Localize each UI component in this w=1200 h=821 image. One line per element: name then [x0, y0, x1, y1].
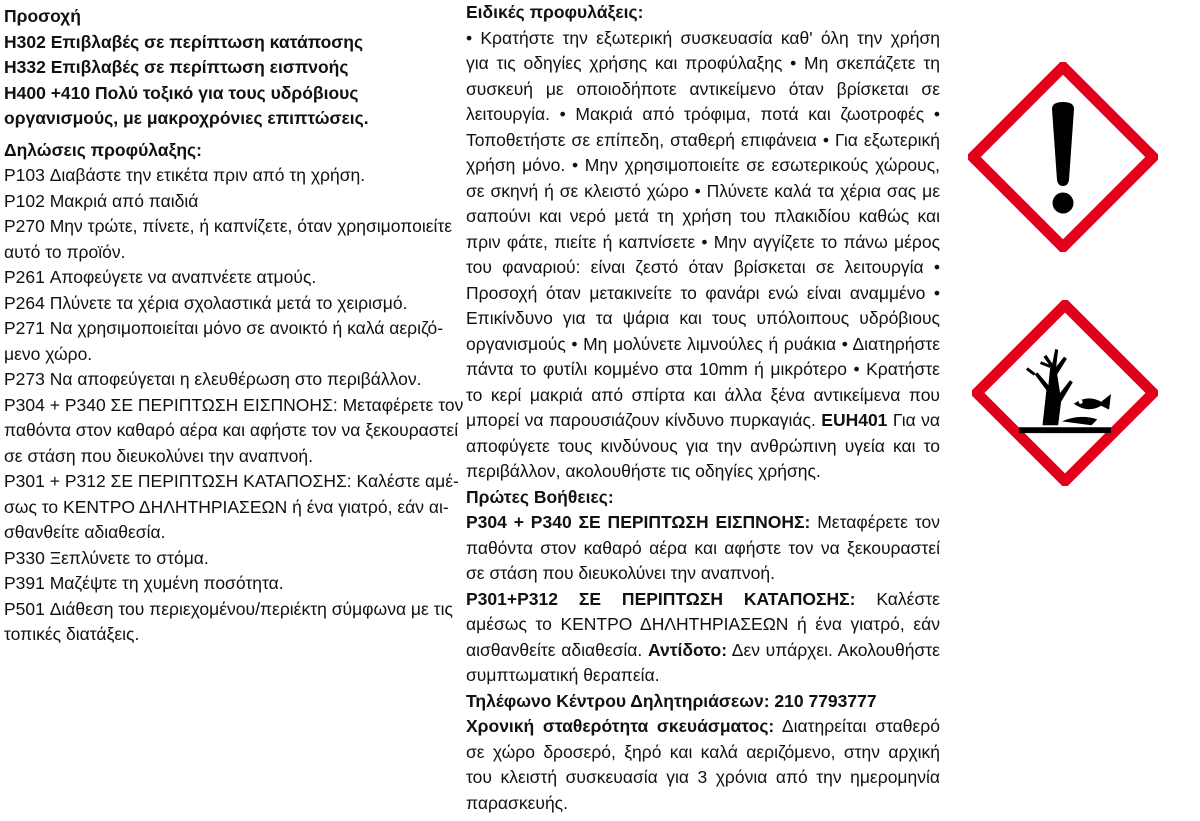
hazard-statement: H302 Επιβλαβές σε περίπτωση κατάποσης — [4, 31, 364, 52]
inhalation-text: Μεταφέρετε τον παθόντα στον καθαρό αέρα και αφήστε τον να ξεκουραστεί σε στάση που διευκολύνει την αναπνοή. — [466, 512, 940, 583]
poison-center-phone: Τηλέφωνο Κέντρου Δηλητηριάσεων: 210 7793777 — [466, 690, 877, 711]
inhalation-code: P304 + P340 ΣΕ ΠΕΡΙΠΤΩΣΗ ΕΙΣΠΝΟΗΣ: — [466, 512, 811, 532]
ingestion-code: P301+P312 ΣΕ ΠΕΡΙΠΤΩΣΗ ΚΑΤΑΠΟΣΗΣ: — [466, 588, 856, 609]
precaution-heading: Δηλώσεις προφύλαξης: — [4, 139, 202, 160]
exclamation-mark-icon — [968, 62, 1158, 252]
ingestion-text: Καλέστε αμέσως το ΚΕΝΤΡΟ ΔΗΛΗΤΗΡΙΑΣΕΩΝ ή ένα γιατρό, εάν αισθανθείτε αδιαθεσία. — [466, 588, 940, 660]
special-precautions-text — [466, 26, 940, 485]
euh-code: EUH401 — [821, 410, 888, 430]
exclamation-mark-pictogram — [968, 62, 1158, 252]
first-aid-inhalation — [466, 510, 940, 587]
left-column — [4, 0, 466, 648]
environment-hazard-pictogram — [972, 300, 1158, 486]
precaution-line: αυτό το προϊόν. — [4, 241, 126, 262]
first-aid-heading: Πρώτες Βοήθειες: — [466, 486, 614, 507]
euh-text: Για να αποφύγετε τους κινδύνους για την ανθρώπινη υγεία και το περιβάλλον, ακολουθήστε τις οδηγίες χρήσης. — [466, 410, 940, 481]
precaution-line: P102 Μακριά από παιδιά — [4, 190, 199, 211]
shelf-life-label: Χρονική σταθερότητα σκευάσματος: — [466, 716, 775, 736]
precaution-line: P264 Πλύνετε τα χέρια σχολαστικά μετά το χειρισμό. — [4, 292, 408, 313]
precaution-line: P261 Αποφεύγετε να αναπνέετε ατμούς. — [4, 267, 317, 287]
precaution-line: P501 Διάθεση του περιεχομένου/περιέκτη σύμφωνα με τις — [4, 598, 453, 619]
hazard-statement: H400 +410 Πολύ τοξικό για τους υδρόβιους — [4, 82, 359, 103]
antidote-text: Δεν υπάρχει. Ακολουθήστε συμπτωματική θεραπεία. — [466, 639, 940, 685]
environment-hazard-icon — [972, 300, 1158, 486]
precaution-line: σε στάση που διευκολύνει την αναπνοή. — [4, 445, 313, 466]
shelf-life — [466, 714, 940, 816]
signal-word: Προσοχή — [4, 6, 81, 26]
special-precautions-heading: Ειδικές προφυλάξεις: — [466, 2, 644, 22]
precaution-line: P301 + P312 ΣΕ ΠΕΡΙΠΤΩΣΗ ΚΑΤΑΠΟΣΗΣ: Καλέστε αμέ- — [4, 471, 459, 491]
shelf-life-text: Διατηρείται σταθερό σε χώρο δροσερό, ξηρό και καλά αεριζόμενο, στην αρχική του κλειστή συσκευασία για 3 χρόνια από την ημερομηνία παρασκευής. — [466, 716, 940, 813]
precaution-line: P270 Μην τρώτε, πίνετε, ή καπνίζετε, όταν χρησιμοποιείτε — [4, 216, 453, 236]
special-precautions-body: • Κρατήστε την εξωτερική συσκευασία καθ' όλη την χρήση για τις οδηγίες χρήσης και προφύλαξης • Μη σκεπάζετε τη συσκευή με οποιοδήποτε αντικείμενο όταν βρίσκεται σε λειτουργία. • Μακριά από τρόφιμα, ποτά και ζωοτροφές • Τοποθετήστε σε επίπεδη, σταθερή επιφάνεια • Για εξωτερική χρήση μόνο. • Μην χρησιμοποιείτε σε εσωτερικούς χώρους, σε σκηνή ή σε κλειστό χώρο • Πλύνετε καλά τα χέρια σας με σαπούνι και νερό μετά τη χρήση του πλακιδίου καθώς και πριν φάτε, πιείτε ή καπνίσετε • Μην αγγίζετε το πάνω μέρος του φαναριού: είναι ζεστό όταν βρίσκεται σε λειτουργία • Προσοχή όταν μετακινείτε το φανάρι ενώ είναι αναμμένο • Επικίνδυνο για τα ψάρια και τους υπόλοιπους υδρόβιους οργανισμούς • Μη μολύνετε λιμνούλες ή ρυάκια • Διατηρήστε πάντα το φυτίλι κομμένο στα 10mm ή μικρότερο • Κρατήστε το κερί μακριά από σπίρτα και άλλα ξένα αντικείμενα που μπορεί να παρουσιάζουν κίνδυνο πυρκαγιάς. — [466, 27, 940, 430]
precaution-list — [4, 163, 466, 648]
precaution-line: P271 Να χρησιμοποιείται μόνο σε ανοικτό ή καλά αεριζό- — [4, 318, 444, 338]
precaution-line: παθόντα στον καθαρό αέρα και αφήστε τον να ξεκουραστεί — [4, 420, 459, 440]
antidote-label: Αντίδοτο: — [647, 639, 728, 660]
precaution-line: P273 Να αποφεύγεται η ελευθέρωση στο περιβάλλον. — [4, 369, 422, 389]
precaution-line: P103 Διαβάστε την ετικέτα πριν από τη χρήση. — [4, 165, 366, 185]
hazard-statement: οργανισμούς, με μακροχρόνιες επιπτώσεις. — [4, 108, 369, 128]
precaution-line: P304 + P340 ΣΕ ΠΕΡΙΠΤΩΣΗ ΕΙΣΠΝΟΗΣ: Μεταφέρετε τον — [4, 394, 464, 415]
precaution-line: P330 Ξεπλύνετε το στόμα. — [4, 547, 209, 568]
precaution-line: μενο χώρο. — [4, 343, 93, 364]
hazard-statement: H332 Επιβλαβές σε περίπτωση εισπνοής — [4, 57, 349, 77]
precaution-line: σως το ΚΕΝΤΡΟ ΔΗΛΗΤΗΡΙΑΣΕΩΝ ή ένα γιατρό, εάν αι- — [4, 496, 449, 517]
first-aid-ingestion — [466, 587, 940, 689]
precaution-line: σθανθείτε αδιαθεσία. — [4, 522, 166, 542]
middle-column — [466, 0, 940, 816]
precaution-line: P391 Μαζέψτε τη χυμένη ποσότητα. — [4, 573, 284, 593]
precaution-line: τοπικές διατάξεις. — [4, 624, 140, 644]
